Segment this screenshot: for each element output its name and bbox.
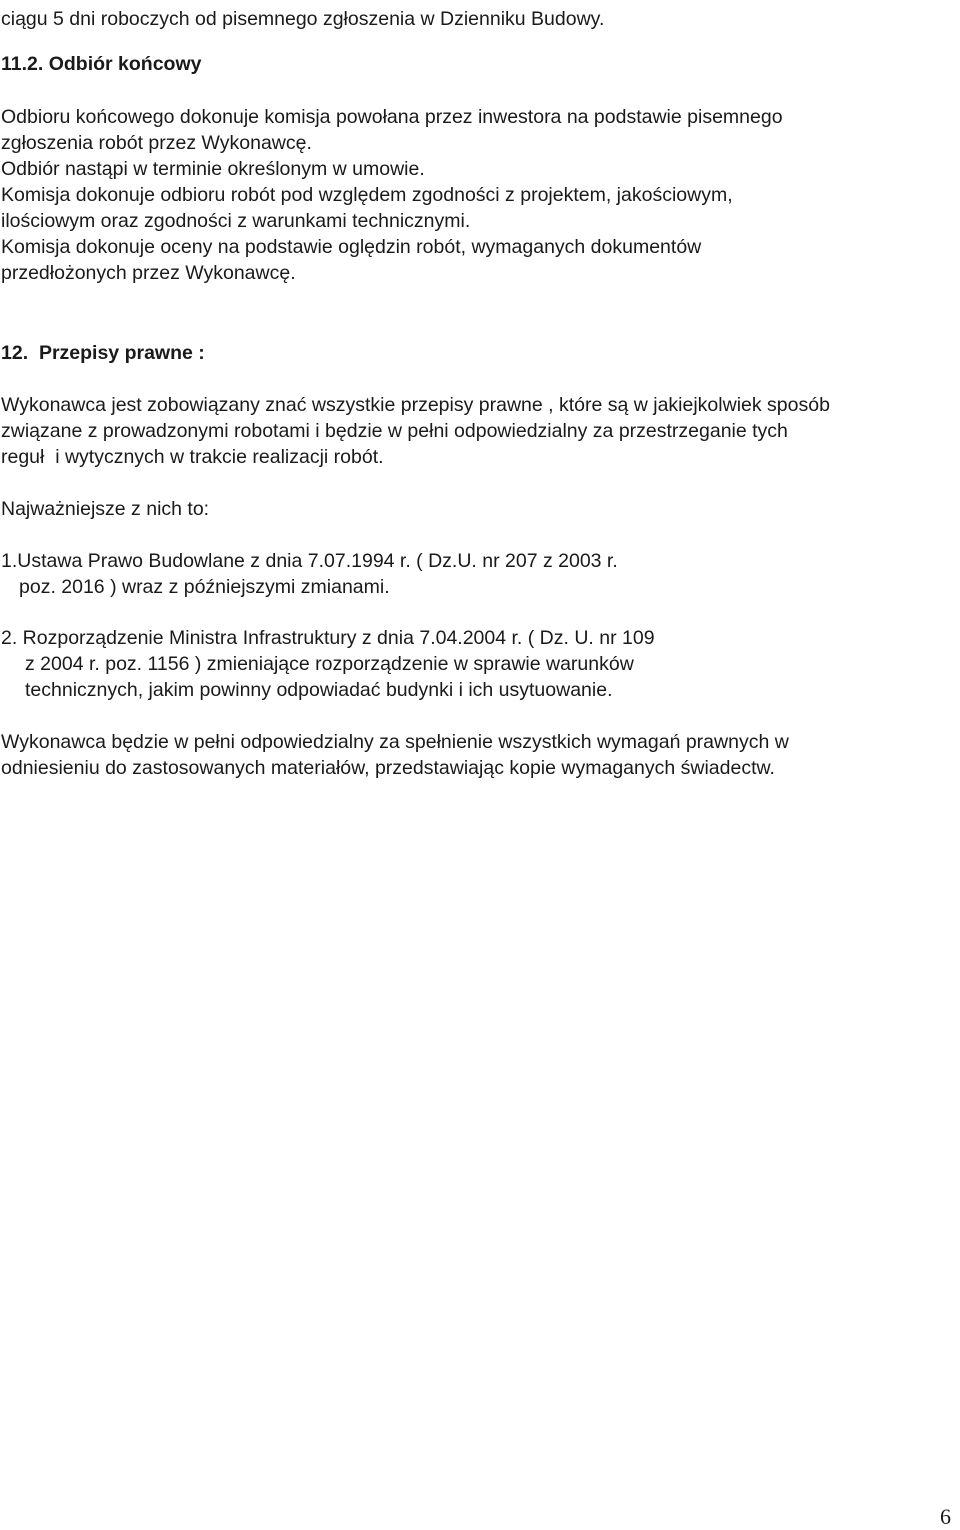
list-item-2-line: z 2004 r. poz. 1156 ) zmieniające rozporządzenie w sprawie warunków [25,653,634,675]
paragraph-line: Odbiór nastąpi w terminie określonym w umowie. [1,158,425,180]
paragraph-line: Komisja dokonuje odbioru robót pod względem zgodności z projektem, jakościowym, [1,184,733,206]
list-item-1-line: poz. 2016 ) wraz z późniejszymi zmianami. [19,576,390,598]
paragraph-line: Wykonawca jest zobowiązany znać wszystkie przepisy prawne , które są w jakiejkolwiek sposób [1,394,830,416]
section-heading-11-2: 11.2. Odbiór końcowy [1,53,202,75]
paragraph-line: Odbioru końcowego dokonuje komisja powołana przez inwestora na podstawie pisemnego [1,106,783,128]
page-number: 6 [940,1504,951,1529]
paragraph-line: związane z prowadzonymi robotami i będzie w pełni odpowiedzialny za przestrzeganie tych [1,420,788,442]
paragraph-line: Komisja dokonuje oceny na podstawie oględzin robót, wymaganych dokumentów [1,236,702,258]
most-important-label: Najważniejsze z nich to: [1,498,210,520]
paragraph-line: reguł i wytycznych w trakcie realizacji robót. [1,446,384,468]
closing-line: odniesieniu do zastosowanych materiałów, przedstawiając kopie wymaganych świadectw. [1,757,775,779]
closing-line: Wykonawca będzie w pełni odpowiedzialny za spełnienie wszystkich wymagań prawnych w [1,731,789,753]
paragraph-line: przedłożonych przez Wykonawcę. [1,262,296,284]
paragraph-line: ilościowym oraz zgodności z warunkami technicznymi. [1,210,471,232]
section-heading-12: 12. Przepisy prawne : [1,342,205,364]
list-item-1-line: 1.Ustawa Prawo Budowlane z dnia 7.07.1994 r. ( Dz.U. nr 207 z 2003 r. [1,550,618,572]
intro-line: ciągu 5 dni roboczych od pisemnego zgłoszenia w Dzienniku Budowy. [1,8,605,30]
list-item-2-line: 2. Rozporządzenie Ministra Infrastruktury z dnia 7.04.2004 r. ( Dz. U. nr 109 [1,627,655,649]
list-item-2-line: technicznych, jakim powinny odpowiadać budynki i ich usytuowanie. [25,679,613,701]
paragraph-line: zgłoszenia robót przez Wykonawcę. [1,132,312,154]
